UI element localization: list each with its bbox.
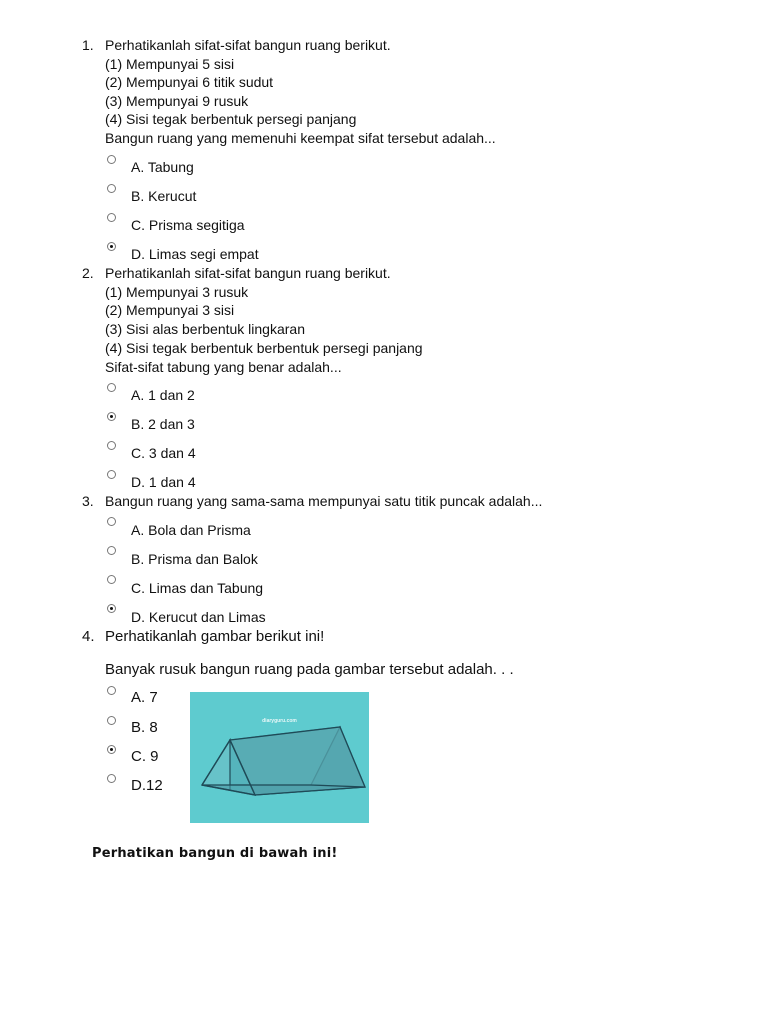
option-a-label[interactable]: A. Bola dan Prisma: [131, 522, 251, 538]
question-text: (2) Mempunyai 3 sisi: [105, 302, 235, 318]
question-number: 2.: [82, 265, 94, 281]
radio-option-b[interactable]: [107, 412, 116, 421]
option-c-label[interactable]: C. 3 dan 4: [131, 445, 196, 461]
question-text: (4) Sisi tegak berbentuk berbentuk persegi panjang: [105, 340, 423, 356]
question-text: Sifat-sifat tabung yang benar adalah...: [105, 359, 342, 375]
radio-option-a[interactable]: [107, 155, 116, 164]
question-text: (1) Mempunyai 5 sisi: [105, 56, 235, 72]
image-watermark: diaryguru.com: [262, 718, 297, 724]
radio-option-d[interactable]: [107, 604, 116, 613]
question-text: (2) Mempunyai 6 titik sudut: [105, 74, 274, 90]
question-number: 4.: [82, 628, 95, 645]
radio-option-a[interactable]: [107, 686, 116, 695]
question-text: Perhatikanlah sifat-sifat bangun ruang berikut.: [105, 37, 391, 53]
radio-option-a[interactable]: [107, 383, 116, 392]
radio-option-c[interactable]: [107, 441, 116, 450]
option-c-label[interactable]: C. 9: [131, 748, 159, 765]
question-text: Perhatikanlah sifat-sifat bangun ruang berikut.: [105, 265, 391, 281]
option-d-label[interactable]: D.12: [131, 777, 163, 794]
option-b-label[interactable]: B. 8: [131, 719, 158, 736]
section-heading: Perhatikan bangun di bawah ini!: [92, 846, 338, 861]
radio-option-c[interactable]: [107, 213, 116, 222]
triangular-prism-drawing: [190, 692, 369, 823]
radio-option-a[interactable]: [107, 517, 116, 526]
radio-option-c[interactable]: [107, 575, 116, 584]
question-text: Bangun ruang yang sama-sama mempunyai satu titik puncak adalah...: [105, 493, 543, 509]
question-text: (3) Sisi alas berbentuk lingkaran: [105, 321, 305, 337]
question-text: Perhatikanlah gambar berikut ini!: [105, 628, 325, 645]
radio-option-b[interactable]: [107, 546, 116, 555]
option-c-label[interactable]: C. Prisma segitiga: [131, 217, 245, 233]
radio-option-b[interactable]: [107, 184, 116, 193]
question-text: Bangun ruang yang memenuhi keempat sifat tersebut adalah...: [105, 130, 496, 146]
option-b-label[interactable]: B. 2 dan 3: [131, 416, 195, 432]
option-d-label[interactable]: D. Kerucut dan Limas: [131, 609, 266, 625]
question-number: 1.: [82, 37, 94, 53]
question-text: (4) Sisi tegak berbentuk persegi panjang: [105, 111, 357, 127]
option-a-label[interactable]: A. 7: [131, 689, 158, 706]
radio-option-c[interactable]: [107, 745, 116, 754]
option-b-label[interactable]: B. Prisma dan Balok: [131, 551, 258, 567]
option-d-label[interactable]: D. 1 dan 4: [131, 474, 196, 490]
radio-option-b[interactable]: [107, 716, 116, 725]
option-b-label[interactable]: B. Kerucut: [131, 188, 197, 204]
option-d-label[interactable]: D. Limas segi empat: [131, 246, 259, 262]
question-text: (3) Mempunyai 9 rusuk: [105, 93, 249, 109]
radio-option-d[interactable]: [107, 774, 116, 783]
question-text: Banyak rusuk bangun ruang pada gambar tersebut adalah. . .: [105, 661, 514, 678]
radio-option-d[interactable]: [107, 470, 116, 479]
radio-option-d[interactable]: [107, 242, 116, 251]
question-number: 3.: [82, 493, 94, 509]
option-a-label[interactable]: A. 1 dan 2: [131, 387, 195, 403]
option-a-label[interactable]: A. Tabung: [131, 159, 194, 175]
question-text: (1) Mempunyai 3 rusuk: [105, 284, 249, 300]
option-c-label[interactable]: C. Limas dan Tabung: [131, 580, 264, 596]
triangular-prism-image: [190, 692, 369, 823]
